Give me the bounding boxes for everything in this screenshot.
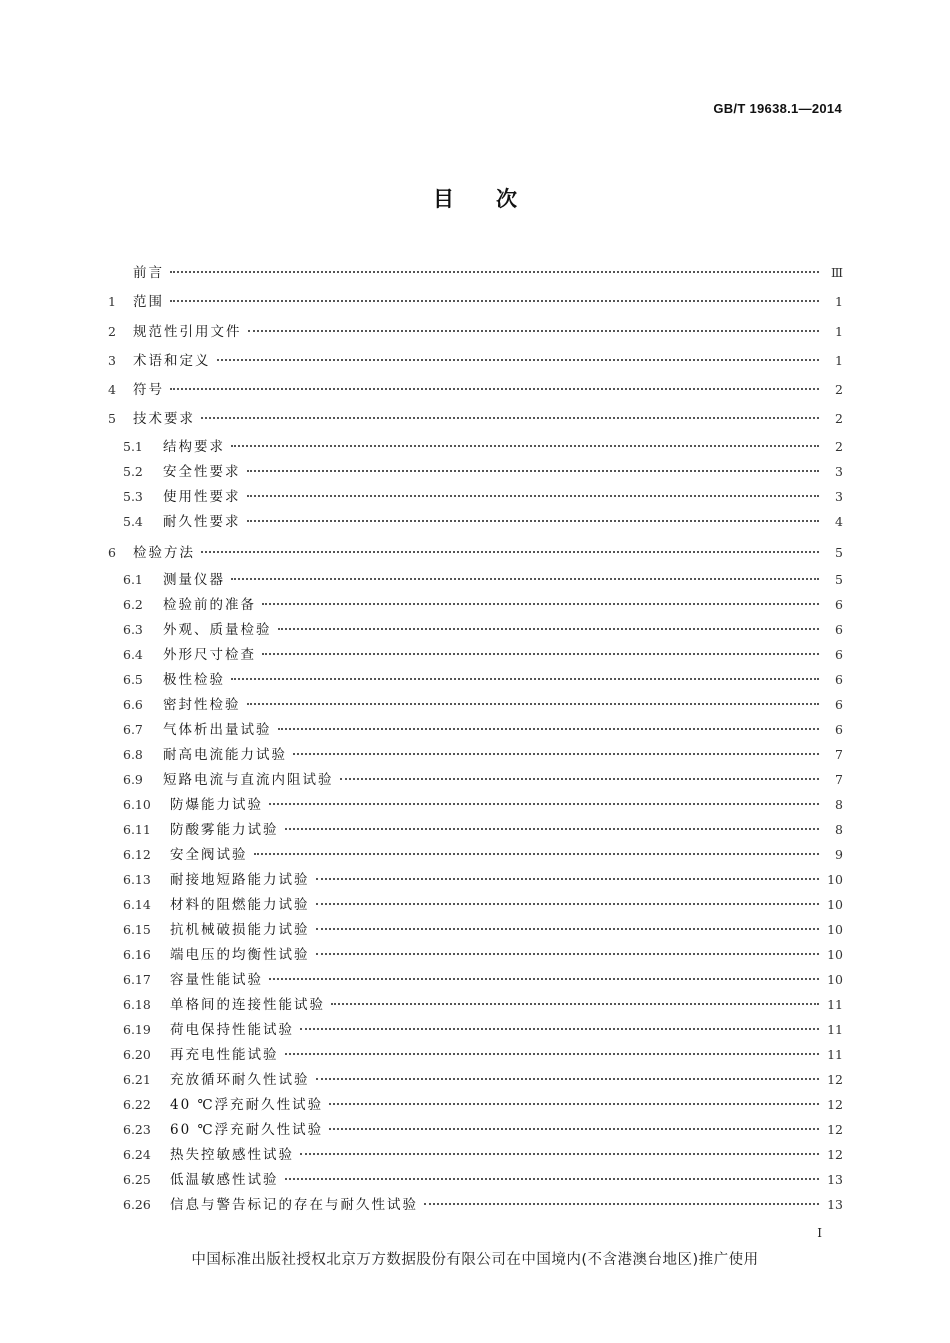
toc-entry-label: 防酸雾能力试验 (170, 822, 279, 839)
toc-entry-number: 6.23 (123, 1122, 151, 1138)
toc-entry-label: 抗机械破损能力试验 (170, 922, 310, 939)
toc-entry[interactable] (108, 484, 843, 509)
toc-entry-number: 6.12 (123, 847, 151, 863)
toc-entry-number: 6.10 (123, 797, 151, 813)
toc-entry-label: 密封性检验 (163, 697, 241, 714)
toc-entry-label: 防爆能力试验 (170, 797, 263, 814)
toc-entry-number: 6.8 (123, 747, 143, 763)
toc-entry-page: 6 (835, 622, 843, 638)
toc-entry-page: 3 (835, 488, 843, 504)
toc-entry[interactable] (108, 287, 843, 316)
toc-entry-label: 外观、质量检验 (163, 622, 272, 639)
toc-entry-label: 测量仪器 (163, 572, 225, 589)
dot-leader (262, 653, 819, 655)
toc-entry-number: 6.7 (123, 722, 143, 738)
toc-entry-label: 荷电保持性能试验 (170, 1022, 294, 1039)
toc-entry-number: 6.6 (123, 697, 143, 713)
toc-entry[interactable] (108, 842, 843, 867)
toc-entry-page: 10 (827, 897, 843, 913)
toc-entry-page: 12 (827, 1072, 843, 1088)
dot-leader (170, 388, 819, 390)
dot-leader (285, 1178, 820, 1180)
dot-leader (316, 1078, 820, 1080)
toc-entry-number: 5.3 (123, 488, 143, 504)
toc-entry[interactable] (108, 742, 843, 767)
toc-entry-label: 耐高电流能力试验 (163, 747, 287, 764)
toc-entry-number: 6.17 (123, 972, 151, 988)
toc-entry[interactable] (108, 1067, 843, 1092)
toc-entry[interactable] (108, 717, 843, 742)
toc-entry-label: 规范性引用文件 (133, 323, 242, 340)
toc-entry-number: 6.21 (123, 1072, 151, 1088)
toc-entry[interactable] (108, 992, 843, 1017)
toc-entry-number: 6.25 (123, 1172, 151, 1188)
toc-entry[interactable] (108, 892, 843, 917)
toc-entry-page: 9 (835, 847, 843, 863)
dot-leader (217, 359, 820, 361)
toc-entry-number: 3 (108, 352, 116, 368)
toc-entry-number: 5.2 (123, 463, 143, 479)
toc-entry-number: 6.24 (123, 1147, 151, 1163)
toc-entry[interactable] (108, 867, 843, 892)
toc-entry-number: 6.2 (123, 597, 143, 613)
standard-code: GB/T 19638.1—2014 (713, 101, 842, 116)
toc-entry-label: 耐接地短路能力试验 (170, 872, 310, 889)
toc-entry[interactable] (108, 642, 843, 667)
toc-entry-number: 6.13 (123, 872, 151, 888)
toc-entry-page: 10 (827, 972, 843, 988)
dot-leader (316, 953, 820, 955)
dot-leader (248, 330, 820, 332)
toc-entry[interactable] (108, 967, 843, 992)
toc-entry-label: 信息与警告标记的存在与耐久性试验 (170, 1197, 418, 1214)
page-title: 目次 (433, 187, 559, 211)
toc-entry[interactable] (108, 817, 843, 842)
toc-entry-label: 端电压的均衡性试验 (170, 947, 310, 964)
toc-entry-number: 6.19 (123, 1022, 151, 1038)
toc-entry-page: 1 (835, 352, 843, 368)
toc-entry[interactable] (108, 434, 843, 459)
toc-entry[interactable] (108, 567, 843, 592)
toc-entry-number: 2 (108, 323, 116, 339)
table-of-contents (108, 258, 843, 1217)
toc-entry[interactable] (108, 538, 843, 567)
toc-entry-label: 短路电流与直流内阻试验 (163, 772, 334, 789)
dot-leader (329, 1128, 819, 1130)
toc-entry[interactable] (108, 509, 843, 534)
toc-entry[interactable] (108, 617, 843, 642)
toc-entry-number: 6.16 (123, 947, 151, 963)
toc-entry-label: 结构要求 (163, 438, 225, 455)
toc-entry[interactable] (108, 346, 843, 375)
toc-entry-label: 极性检验 (163, 672, 225, 689)
toc-entry[interactable] (108, 1092, 843, 1117)
dot-leader (316, 878, 820, 880)
toc-entry-page: 6 (835, 722, 843, 738)
dot-leader (170, 271, 819, 273)
toc-entry[interactable] (108, 375, 843, 404)
toc-entry-page: 2 (835, 382, 843, 398)
toc-entry-label: 容量性能试验 (170, 972, 263, 989)
dot-leader (201, 417, 819, 419)
toc-entry[interactable] (108, 667, 843, 692)
dot-leader (247, 470, 820, 472)
toc-entry-page: 10 (827, 922, 843, 938)
toc-entry-number: 6.20 (123, 1047, 151, 1063)
toc-entry-page: 1 (835, 323, 843, 339)
toc-entry-number: 6.9 (123, 772, 143, 788)
toc-entry-page: 13 (827, 1197, 843, 1213)
toc-entry-page: 12 (827, 1097, 843, 1113)
toc-entry-label: 耐久性要求 (163, 513, 241, 530)
toc-entry-page: 10 (827, 947, 843, 963)
toc-entry-number: 6.1 (123, 572, 143, 588)
toc-entry-page: 2 (835, 438, 843, 454)
dot-leader (269, 803, 819, 805)
toc-entry-number: 6.3 (123, 622, 143, 638)
dot-leader (316, 928, 820, 930)
toc-entry-number: 5.4 (123, 513, 143, 529)
toc-entry-page: 6 (835, 597, 843, 613)
toc-entry[interactable] (108, 404, 843, 433)
toc-entry-page: 12 (827, 1122, 843, 1138)
toc-entry-page: 12 (827, 1147, 843, 1163)
toc-entry-number: 6.26 (123, 1197, 151, 1213)
toc-entry-label: 外形尺寸检查 (163, 647, 256, 664)
dot-leader (254, 853, 820, 855)
toc-entry[interactable] (108, 942, 843, 967)
toc-entry[interactable] (108, 1017, 843, 1042)
toc-entry-page: 5 (835, 544, 843, 560)
toc-entry-label: 检验前的准备 (163, 597, 256, 614)
toc-entry-label: 范围 (133, 294, 164, 311)
toc-entry-number: 4 (108, 382, 116, 398)
dot-leader (329, 1103, 819, 1105)
dot-leader (269, 978, 819, 980)
toc-entry-number: 6 (108, 544, 116, 560)
toc-entry[interactable] (108, 1192, 843, 1217)
toc-entry-number: 6.14 (123, 897, 151, 913)
toc-entry-number: 6.22 (123, 1097, 151, 1113)
dot-leader (340, 778, 820, 780)
toc-entry[interactable] (108, 592, 843, 617)
toc-entry[interactable] (108, 1042, 843, 1067)
dot-leader (231, 445, 819, 447)
dot-leader (300, 1153, 819, 1155)
toc-entry-label: 热失控敏感性试验 (170, 1147, 294, 1164)
toc-entry-number: 5.1 (123, 438, 143, 454)
dot-leader (247, 703, 820, 705)
toc-entry-label: 充放循环耐久性试验 (170, 1072, 310, 1089)
dot-leader (293, 753, 819, 755)
dot-leader (231, 578, 819, 580)
toc-entry-label: 低温敏感性试验 (170, 1172, 279, 1189)
toc-entry-label: 气体析出量试验 (163, 722, 272, 739)
toc-entry[interactable] (108, 1142, 843, 1167)
dot-leader (285, 828, 820, 830)
toc-entry-label: 安全性要求 (163, 463, 241, 480)
dot-leader (247, 520, 820, 522)
toc-entry-label: 检验方法 (133, 544, 195, 561)
toc-entry-label: 单格间的连接性能试验 (170, 997, 325, 1014)
toc-entry-page: 13 (827, 1172, 843, 1188)
toc-entry-label: 技术要求 (133, 411, 195, 428)
toc-entry[interactable] (108, 767, 843, 792)
toc-entry-label: 术语和定义 (133, 352, 211, 369)
toc-entry-page: 6 (835, 672, 843, 688)
toc-entry-number: 6.18 (123, 997, 151, 1013)
toc-entry-label: 安全阀试验 (170, 847, 248, 864)
toc-entry-number: 6.15 (123, 922, 151, 938)
dot-leader (316, 903, 820, 905)
toc-entry-number: 6.11 (123, 822, 151, 838)
toc-entry-page: 1 (835, 294, 843, 310)
toc-entry-label: 40 ℃浮充耐久性试验 (170, 1097, 324, 1114)
toc-entry-page: 5 (835, 572, 843, 588)
toc-entry-number: 1 (108, 294, 116, 310)
toc-entry-page: 8 (835, 797, 843, 813)
toc-entry[interactable] (108, 917, 843, 942)
footer-notice: 中国标准出版社授权北京万方数据股份有限公司在中国境内(不含港澳台地区)推广使用 (191, 1252, 759, 1268)
toc-entry-label: 前言 (133, 265, 164, 281)
toc-entry[interactable] (108, 317, 843, 346)
toc-entry-number: 6.5 (123, 672, 143, 688)
toc-entry-page: 8 (835, 822, 843, 838)
dot-leader (331, 1003, 819, 1005)
dot-leader (247, 495, 820, 497)
toc-entry-page: 6 (835, 697, 843, 713)
toc-entry-label: 60 ℃浮充耐久性试验 (170, 1122, 324, 1139)
page-number: I (817, 1226, 822, 1240)
toc-entry-page: 4 (835, 513, 843, 529)
dot-leader (262, 603, 819, 605)
dot-leader (278, 728, 820, 730)
toc-entry-number: 5 (108, 411, 116, 427)
toc-entry-page: 7 (835, 747, 843, 763)
toc-entry-page: 6 (835, 647, 843, 663)
toc-entry-page: 7 (835, 772, 843, 788)
toc-entry-page: 11 (827, 1022, 843, 1038)
toc-entry-label: 再充电性能试验 (170, 1047, 279, 1064)
dot-leader (285, 1053, 820, 1055)
toc-entry[interactable] (108, 1167, 843, 1192)
toc-entry-page: 10 (827, 872, 843, 888)
toc-entry-number: 6.4 (123, 647, 143, 663)
dot-leader (278, 628, 820, 630)
dot-leader (231, 678, 819, 680)
toc-entry-label: 使用性要求 (163, 488, 241, 505)
toc-entry[interactable] (108, 258, 843, 287)
dot-leader (300, 1028, 819, 1030)
toc-entry[interactable] (108, 792, 843, 817)
toc-entry-page: 3 (835, 463, 843, 479)
toc-entry-page: 2 (835, 411, 843, 427)
toc-entry[interactable] (108, 692, 843, 717)
toc-entry[interactable] (108, 1117, 843, 1142)
toc-entry-label: 符号 (133, 382, 164, 399)
toc-entry[interactable] (108, 459, 843, 484)
dot-leader (170, 300, 819, 302)
dot-leader (201, 551, 819, 553)
toc-entry-page: Ⅲ (830, 265, 843, 280)
toc-entry-page: 11 (827, 1047, 843, 1063)
toc-entry-page: 11 (827, 997, 843, 1013)
toc-entry-label: 材料的阻燃能力试验 (170, 897, 310, 914)
dot-leader (424, 1203, 819, 1205)
